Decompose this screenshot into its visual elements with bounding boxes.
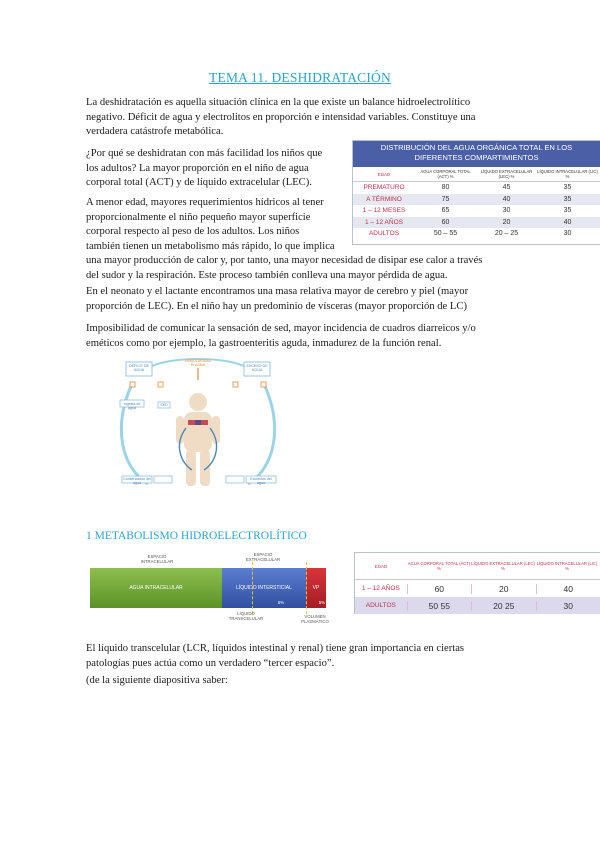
table-title-line: DISTRIBUCIÓN DEL AGUA ORGÁNICA TOTAL EN LOS <box>380 143 573 152</box>
section-heading: 1 METABOLISMO HIDROELECTROLÍTICO <box>86 530 307 542</box>
col-header: LÍQUIDO EXTRACELULAR (LEC) % <box>471 561 535 571</box>
cell: 35 <box>563 207 572 215</box>
cell: 20 25 <box>471 601 535 611</box>
paragraph-neonate <box>86 285 468 314</box>
cell: 40 <box>536 584 600 594</box>
table-row <box>353 217 600 229</box>
cell: 1 – 12 AÑOS <box>365 218 403 226</box>
compartment-bar <box>90 568 326 608</box>
bar-label-transcellular: LÍQUIDO TRANSCELULAR <box>228 611 264 621</box>
col-header: AGUA CORPORAL TOTAL (ACT) % <box>420 169 471 179</box>
cell: 60 <box>441 218 450 226</box>
col-header: LÍQUIDO INTRACELULAR (LIC) % <box>536 561 598 571</box>
cell: 80 <box>441 184 450 192</box>
cell: 30 <box>502 207 511 215</box>
diagram-label: SED <box>160 403 168 407</box>
text-line: los adultos? La mayor proporción en el niño de agua <box>86 162 309 174</box>
diagram-center-label: OSMOLARIDAD PLASMA <box>184 359 212 368</box>
paragraph-intro <box>86 96 476 140</box>
osmolarity-diagram <box>118 358 278 498</box>
table-row <box>355 597 600 614</box>
distribution-table <box>352 140 600 245</box>
col-header: AGUA CORPORAL TOTAL (ACT) % <box>407 561 471 571</box>
table-row <box>353 182 600 194</box>
col-header: LÍQUIDO EXTRACELULAR (LEC) % <box>480 169 533 179</box>
bar-label-extracellular: ESPACIO EXTRACELULAR <box>245 552 281 562</box>
cell: A TÉRMINO <box>366 195 402 203</box>
table-row <box>353 194 600 206</box>
text-line: verdadera catástrofe metabólica. <box>86 126 224 138</box>
text-line: del sudor y la respiración. Este proceso también conlleva una mayor pérdida de agua. <box>86 269 448 281</box>
cell: PREMATURO <box>363 184 405 192</box>
cell: 40 <box>563 218 572 226</box>
table-title <box>353 141 600 167</box>
cell: 65 <box>441 207 450 215</box>
col-header: EDAD <box>374 563 388 569</box>
cell: 20 <box>502 218 511 226</box>
text-line: corporal total (ACT) y de líquido extracelular (LEC). <box>86 177 312 189</box>
bar-label-intracellular: ESPACIO INTRACELULAR <box>140 554 174 564</box>
text-line: negativo. Déficit de agua y electrolitos en proporción e intensidad variables. Constituye una <box>86 111 476 123</box>
text-line: A menor edad, mayores requerimientos hídricos al tener <box>86 197 324 208</box>
age-table <box>354 552 600 614</box>
cell: 1 – 12 AÑOS <box>361 585 400 592</box>
paragraph-thirst <box>86 322 476 351</box>
text-line: Imposibilidad de comunicar la sensación de sed, mayor incidencia de cuadros diarreicos y/o <box>86 323 476 334</box>
text-line: también tienen un metabolismo más rápido, lo que implica <box>86 240 335 252</box>
cell: 35 <box>563 184 572 192</box>
cell: 30 <box>536 601 600 611</box>
diagram-label: Ingesta de agua <box>123 402 141 411</box>
col-header: LÍQUIDO INTRACELULAR (LIC) % <box>537 169 598 179</box>
text-line: ¿Por qué se deshidratan con más facilidad los niños que <box>86 148 323 159</box>
text-line: corporal respecto al peso de los adultos. Los niños <box>86 226 300 238</box>
bar-segment-label: VP <box>312 585 320 591</box>
cell: 20 <box>471 584 535 594</box>
paragraph-why <box>86 147 322 191</box>
table-row <box>355 580 600 597</box>
cell: 50 55 <box>407 601 471 611</box>
bar-segment-label: AGUA INTRACELULAR <box>129 585 183 591</box>
paragraph-transcellular <box>86 642 464 671</box>
page-title: TEMA 11. DESHIDRATACIÓN <box>209 70 391 85</box>
paragraph-note <box>86 674 228 689</box>
table-row <box>353 228 600 240</box>
col-header: EDAD <box>377 171 391 177</box>
text-line: proporción de LEC). En el niño hay un predominio de vísceras (mayor proporción de LC) <box>86 300 467 312</box>
diagram-label: Conservación del agua <box>123 477 151 486</box>
bar-label-plasma-volume: VOLUMEN PLASMÁTICO <box>301 614 329 624</box>
table-header-row <box>355 553 600 580</box>
bar-segment-intracellular <box>90 568 222 608</box>
table-title-line: DIFERENTES COMPARTIMIENTOS <box>414 153 539 162</box>
cell: 60 <box>407 584 471 594</box>
text-line: En el neonato y el lactante encontramos una masa relativa mayor de cerebro y piel (mayor <box>86 286 469 297</box>
table-row <box>353 205 600 217</box>
cell: 75 <box>441 195 450 203</box>
cell: 40 <box>502 195 511 203</box>
bar-percent: 5% <box>318 600 326 605</box>
text-line: (de la siguiente diapositiva saber: <box>86 675 228 686</box>
cell: 1 – 12 MESES <box>362 207 406 215</box>
cell: 35 <box>563 195 572 203</box>
text-line: patologías pues actúa como un verdadero “tercer espacio”. <box>86 657 335 669</box>
text-line: La deshidratación es aquella situación clínica en la que existe un balance hidroelectrolítico <box>86 97 471 108</box>
diagram-label: DÉFICIT DE AGUA <box>129 364 149 373</box>
divider <box>252 562 254 614</box>
diagram-label: EXCESO DE AGUA <box>246 364 268 373</box>
text-line: proporcionalmente el niño pequeño mayor superficie <box>86 211 311 223</box>
bar-segment-label: LÍQUIDO INTERSTICIAL <box>236 585 292 591</box>
divider <box>306 562 308 614</box>
text-line: eméticos como por ejemplo, la gastroenteritis aguda, inmadurez de la función renal. <box>86 337 442 349</box>
bar-segment-interstitial <box>222 568 306 608</box>
bar-percent: 5% <box>277 600 285 605</box>
cell: 20 – 25 <box>494 230 519 238</box>
cell: ADULTOS <box>365 602 396 609</box>
table-header-row <box>353 167 600 182</box>
text-line: El líquido transcelular (LCR, líquidos intestinal y renal) tiene gran importancia en ciertas <box>86 643 465 654</box>
cell: 50 – 55 <box>433 230 458 238</box>
cell: 30 <box>563 230 572 238</box>
cell: ADULTOS <box>368 230 400 238</box>
text-line: una mayor producción de calor y, por tanto, una mayor necesidad de disipar ese calor a través <box>86 255 483 267</box>
cell: 45 <box>502 184 511 192</box>
diagram-label: Excreción del agua <box>250 477 272 486</box>
